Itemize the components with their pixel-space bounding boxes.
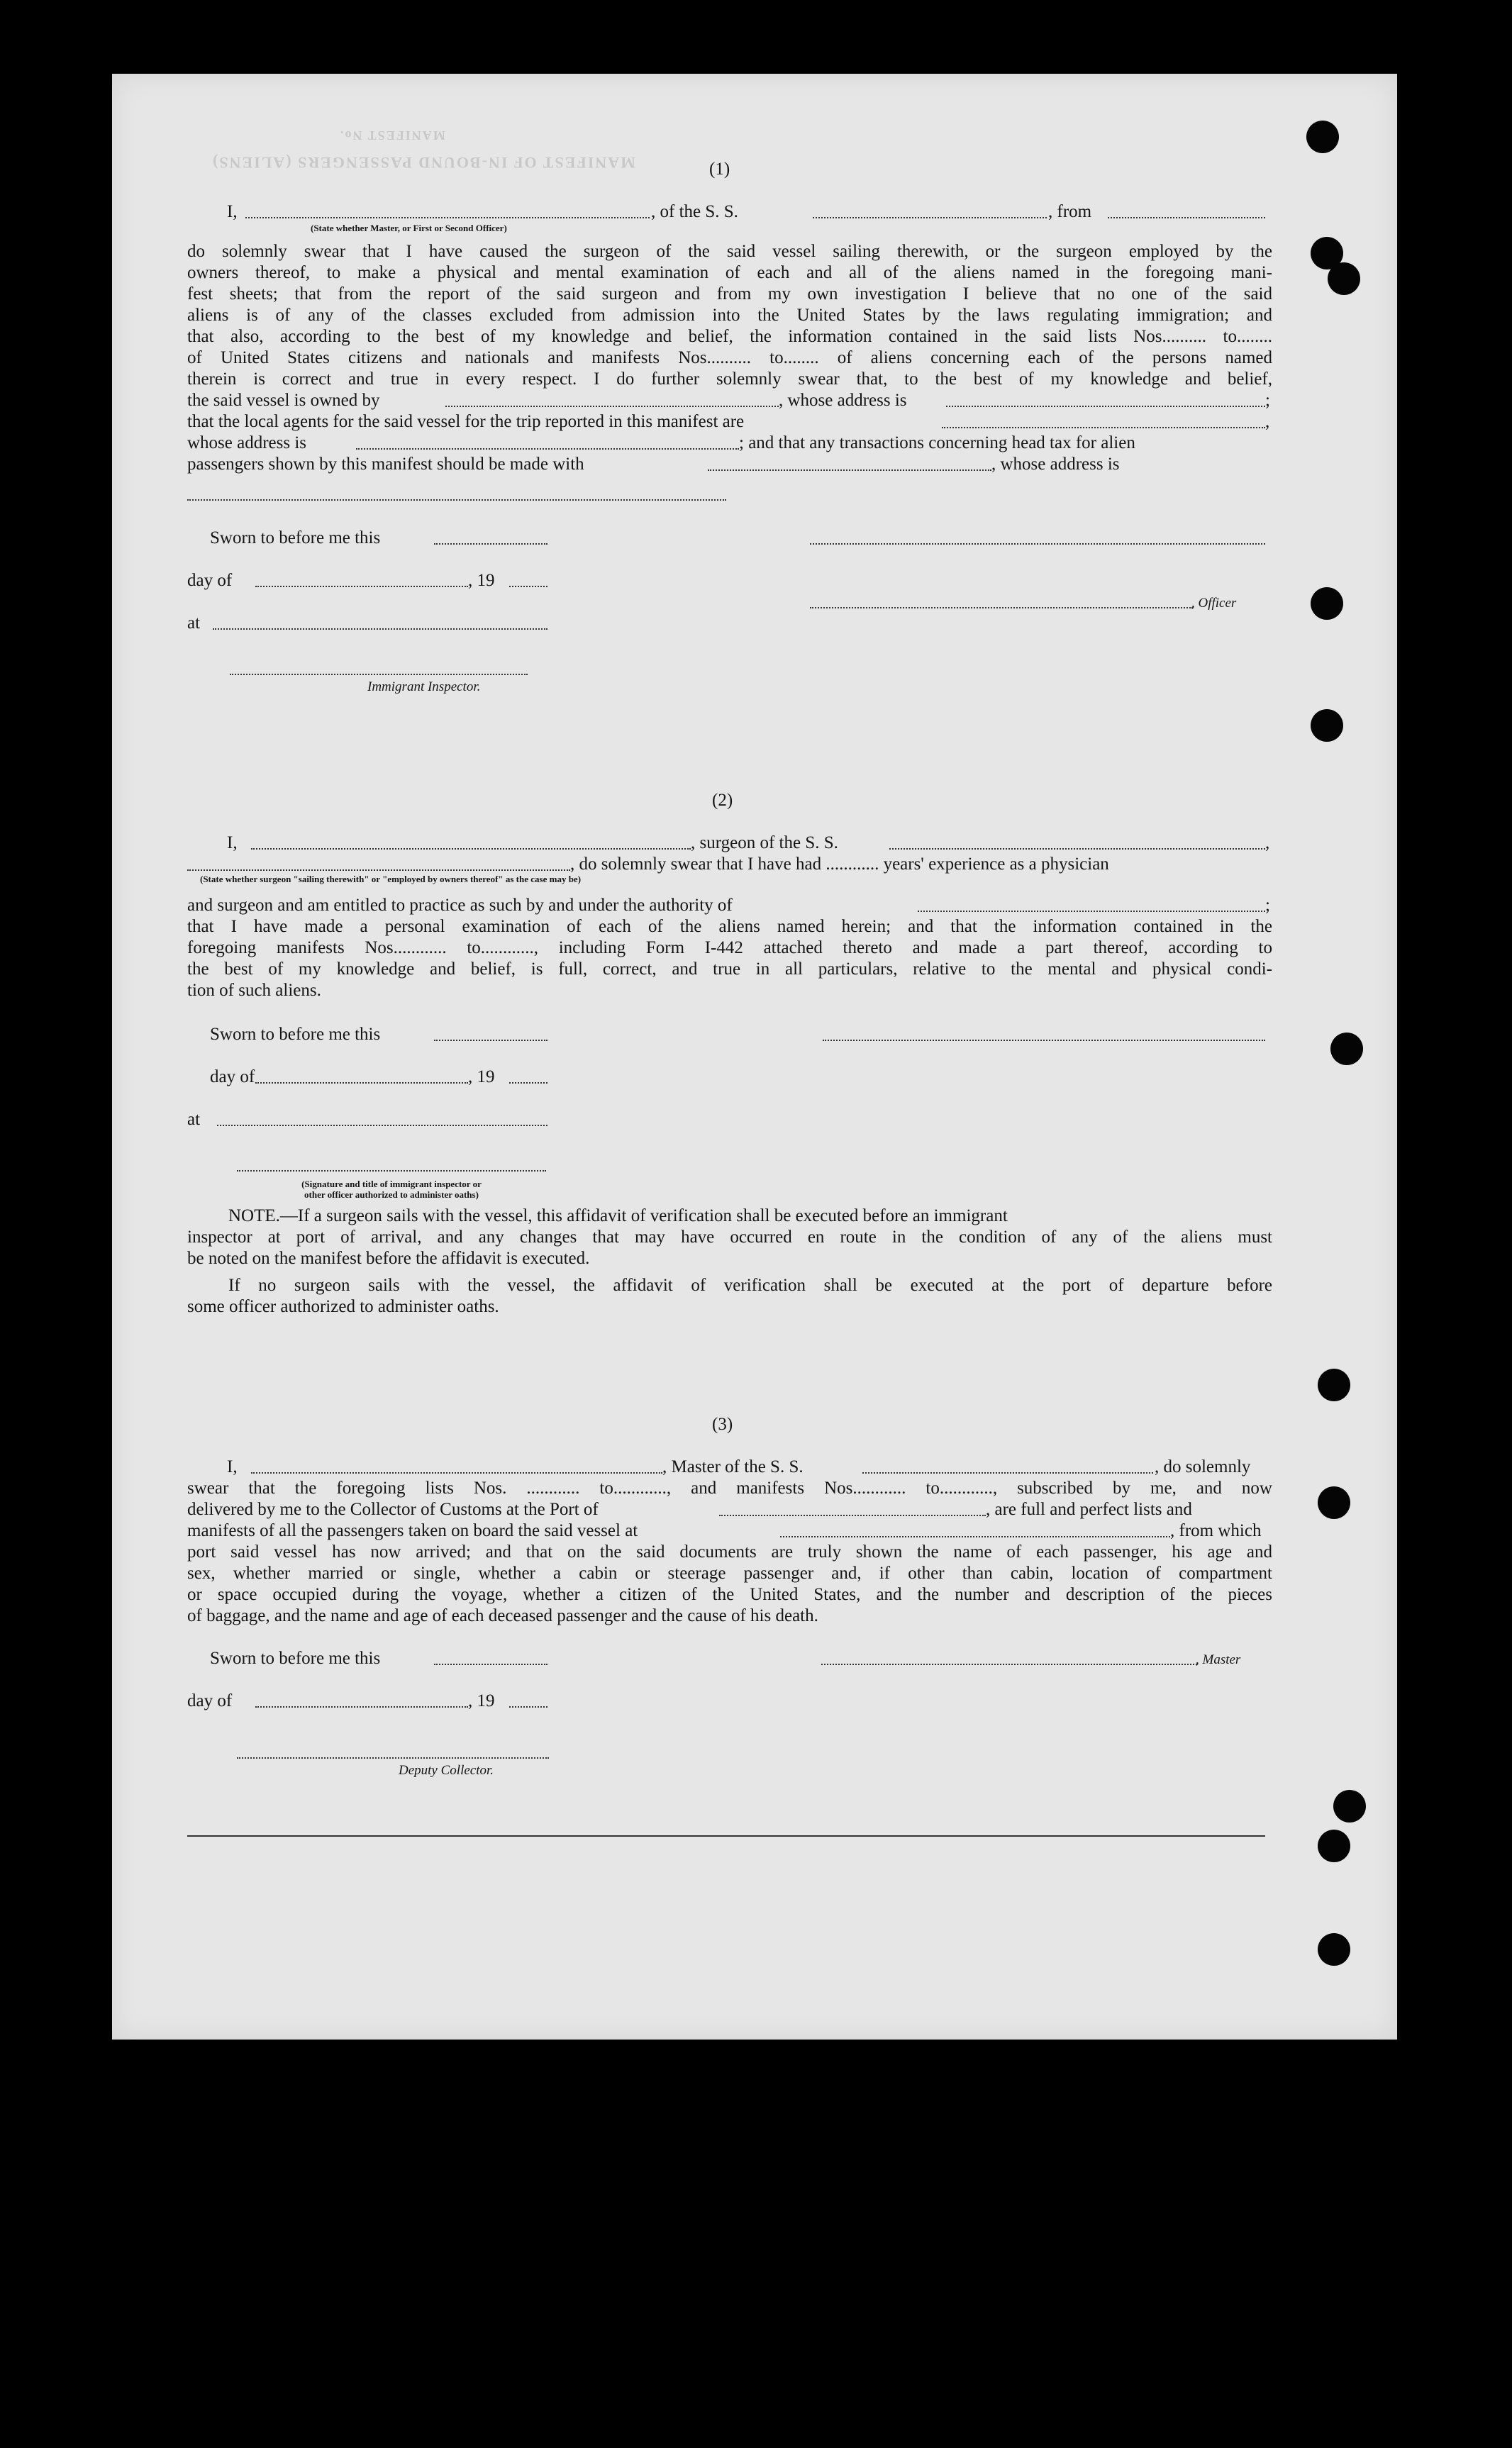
section-2-heading: (2) bbox=[712, 791, 733, 810]
s2-sig-note-2: other officer authorized to administer oaths) bbox=[304, 1189, 479, 1200]
bleed-through-number: MANIFEST No. bbox=[339, 128, 445, 143]
s3-line-7: of baggage, and the name and age of each deceased passenger and the cause of his death. bbox=[187, 1606, 818, 1625]
punch-hole bbox=[1330, 1033, 1363, 1065]
s1-line-3: fest sheets; that from the report of the said surgeon and from my own investigation I believe that no one of the said bbox=[187, 284, 1272, 304]
s1-local-agents: that the local agents for the said vessel for the trip reported in this manifest are bbox=[187, 412, 745, 431]
s3-sworn: Sworn to before me this bbox=[210, 1649, 381, 1668]
s1-i: I, bbox=[227, 202, 238, 221]
s3-full-lists: , are full and perfect lists and bbox=[986, 1500, 1192, 1519]
s1-name-blank bbox=[245, 217, 650, 218]
s2-line-4: the best of my knowledge and belief, is full, correct, and true in all particulars, relative to the mental and physical condi- bbox=[187, 959, 1272, 979]
document-page bbox=[112, 74, 1397, 2040]
s1-officer-signature-blank bbox=[810, 543, 1265, 545]
s3-master-of-ss: , Master of the S. S. bbox=[662, 1457, 804, 1476]
s2-authority-blank bbox=[918, 911, 1265, 912]
s1-passengers: passengers shown by this manifest should be made with bbox=[187, 455, 584, 474]
punch-hole bbox=[1306, 121, 1339, 153]
s3-from-which: , from which bbox=[1170, 1521, 1262, 1540]
bleed-through-title: MANIFEST OF IN-BOUND PASSENGERS (ALIENS) bbox=[211, 154, 635, 172]
s1-owner-address: , whose address is bbox=[779, 391, 907, 410]
s1-line-7: therein is correct and true in every respect. I do further solemnly swear that, to the best of my knowledge and belief, bbox=[187, 369, 1272, 389]
s1-line-2: owners thereof, to make a physical and mental examination of each and all of the aliens named in the foregoing mani- bbox=[187, 263, 1272, 282]
s1-sworn: Sworn to before me this bbox=[210, 528, 381, 547]
s1-sworn-blank bbox=[434, 543, 547, 545]
s1-vessel-blank bbox=[813, 217, 1047, 218]
s2-status-blank bbox=[187, 869, 570, 871]
s2-at-blank bbox=[217, 1125, 547, 1126]
s2-surgeon-signature-blank bbox=[823, 1040, 1265, 1041]
s3-vessel-blank bbox=[862, 1472, 1153, 1474]
s1-transactions-blank bbox=[708, 469, 991, 471]
s3-sworn-blank bbox=[434, 1664, 547, 1665]
s3-collector-blank bbox=[237, 1757, 549, 1759]
punch-hole bbox=[1328, 262, 1360, 295]
punch-hole bbox=[1311, 709, 1343, 742]
s3-day-of: day of bbox=[187, 1691, 233, 1710]
s2-authority: and surgeon and am entitled to practice as such by and under the authority of bbox=[187, 896, 733, 915]
s3-year-blank bbox=[509, 1706, 547, 1708]
s3-i: I, bbox=[227, 1457, 238, 1476]
s1-agents-blank bbox=[942, 427, 1265, 428]
s1-officer-title-blank bbox=[810, 607, 1193, 608]
s1-agents-address-blank bbox=[356, 448, 739, 450]
punch-hole bbox=[1318, 1933, 1350, 1966]
s3-boarding-port-blank bbox=[780, 1536, 1170, 1537]
section-3-heading: (3) bbox=[712, 1415, 733, 1434]
s2-line-5: tion of such aliens. bbox=[187, 981, 321, 1000]
s1-line-4: aliens is of any of the classes excluded from admission into the United States by the laws regulating immigration; and bbox=[187, 306, 1272, 325]
s3-master-label: , Master bbox=[1196, 1652, 1241, 1667]
punch-hole bbox=[1318, 1369, 1350, 1401]
s2-vessel-blank bbox=[889, 848, 1265, 850]
s1-comma: , bbox=[1265, 412, 1270, 431]
s1-officer-note: (State whether Master, or First or Second Officer) bbox=[311, 223, 507, 233]
s3-collector-port: delivered by me to the Collector of Customs at the Port of bbox=[187, 1500, 599, 1519]
s1-day-of: day of bbox=[187, 571, 233, 590]
s2-sworn: Sworn to before me this bbox=[210, 1025, 381, 1044]
s2-sig-note-1: (Signature and title of immigrant inspector or bbox=[301, 1179, 482, 1189]
s1-owned-by: the said vessel is owned by bbox=[187, 391, 380, 410]
s1-semicolon-1: ; bbox=[1265, 391, 1270, 410]
s2-name-blank bbox=[251, 848, 691, 850]
s2-at: at bbox=[187, 1110, 201, 1129]
punch-hole bbox=[1311, 587, 1343, 620]
s2-note-line-5: some officer authorized to administer oaths. bbox=[187, 1297, 499, 1316]
s2-comma: , bbox=[1265, 833, 1270, 852]
s2-day-of: day of bbox=[210, 1067, 255, 1086]
s3-taken-on-board: manifests of all the passengers taken on board the said vessel at bbox=[187, 1521, 638, 1540]
s1-agents-address: whose address is bbox=[187, 433, 307, 452]
s1-at: at bbox=[187, 613, 201, 633]
s3-line-4: port said vessel has now arrived; and that on the said documents are truly shown the name of each passenger, his age and bbox=[187, 1542, 1272, 1562]
s2-solemnly-swear: , do solemnly swear that I have had ............ years' experience as a physician bbox=[570, 855, 1109, 874]
s1-owner-blank bbox=[445, 406, 779, 407]
punch-hole bbox=[1318, 1486, 1350, 1519]
s1-at-blank bbox=[213, 628, 547, 630]
s1-from-blank bbox=[1108, 217, 1265, 218]
s2-sworn-blank bbox=[434, 1040, 547, 1041]
s2-surgeon-of-ss: , surgeon of the S. S. bbox=[691, 833, 838, 852]
s3-port-blank bbox=[719, 1515, 986, 1516]
s2-line-2: that I have made a personal examination of each of the aliens named herein; and that the information contained in the bbox=[187, 917, 1272, 936]
s1-officer-label: , Officer bbox=[1191, 596, 1237, 611]
s3-name-blank bbox=[251, 1472, 662, 1474]
section-1-heading: (1) bbox=[709, 160, 730, 179]
s1-head-tax: ; and that any transactions concerning head tax for alien bbox=[739, 433, 1135, 452]
s3-line-5: sex, whether married or single, whether a cabin or steerage passenger and, if other than cabin, location of compartment bbox=[187, 1564, 1272, 1583]
punch-hole bbox=[1318, 1830, 1350, 1862]
s1-year-blank bbox=[509, 586, 547, 587]
s3-line-6: or space occupied during the voyage, whether a citizen of the United States, and the number and description of the pieces bbox=[187, 1585, 1272, 1604]
s1-inspector-blank bbox=[230, 674, 528, 675]
s2-semicolon: ; bbox=[1265, 896, 1270, 915]
s2-day-blank bbox=[255, 1082, 468, 1084]
s1-year: , 19 bbox=[468, 571, 495, 590]
s3-collector-label: Deputy Collector. bbox=[399, 1763, 494, 1778]
s2-year: , 19 bbox=[468, 1067, 495, 1086]
s2-note-line-1 bbox=[228, 1206, 1008, 1227]
s1-of-ss: , of the S. S. bbox=[651, 202, 738, 221]
s3-do-solemnly: , do solemnly bbox=[1155, 1457, 1251, 1476]
s2-note-line-4: If no surgeon sails with the vessel, the affidavit of verification shall be executed at the port of departure before bbox=[228, 1276, 1272, 1295]
s1-line-6: of United States citizens and nationals and manifests Nos.......... to........ of aliens concerning each of the persons named bbox=[187, 348, 1272, 367]
s3-line-1: swear that the foregoing lists Nos. ............ to............, and manifests Nos............ to............, subscribed by me, and now bbox=[187, 1479, 1272, 1498]
s1-line-1: do solemnly swear that I have caused the surgeon of the said vessel sailing therewith, or the surgeon employed by the bbox=[187, 242, 1272, 261]
s1-owner-address-blank bbox=[946, 406, 1265, 407]
s2-note-line-2: inspector at port of arrival, and any changes that may have occurred en route in the condition of any of the aliens must bbox=[187, 1228, 1272, 1247]
s2-inspector-blank bbox=[237, 1170, 546, 1172]
bottom-rule bbox=[187, 1835, 1265, 1837]
s2-note-label: NOTE. bbox=[228, 1206, 280, 1225]
s1-address-continued-blank bbox=[187, 499, 726, 501]
s1-day-blank bbox=[255, 586, 468, 587]
s1-line-5: that also, according to the best of my knowledge and belief, the information contained in the said lists Nos.......... to........ bbox=[187, 327, 1272, 346]
s3-day-blank bbox=[255, 1706, 468, 1708]
s2-surgeon-note: (State whether surgeon "sailing therewith" or "employed by owners thereof" as the case may be) bbox=[200, 874, 582, 884]
punch-hole bbox=[1333, 1790, 1366, 1823]
s3-year: , 19 bbox=[468, 1691, 495, 1710]
s2-note-text-1: —If a surgeon sails with the vessel, this affidavit of verification shall be executed before an immigrant bbox=[279, 1206, 1008, 1225]
s1-inspector-label: Immigrant Inspector. bbox=[367, 679, 481, 694]
s2-note-line-3: be noted on the manifest before the affidavit is executed. bbox=[187, 1249, 590, 1268]
s2-line-3: foregoing manifests Nos............ to............, including Form I-442 attached thereto and made a part thereof, according to bbox=[187, 938, 1272, 957]
s3-master-signature-blank bbox=[821, 1664, 1197, 1665]
s1-whose-address: , whose address is bbox=[991, 455, 1120, 474]
s2-year-blank bbox=[509, 1082, 547, 1084]
s1-from: , from bbox=[1048, 202, 1092, 221]
s2-i: I, bbox=[227, 833, 238, 852]
